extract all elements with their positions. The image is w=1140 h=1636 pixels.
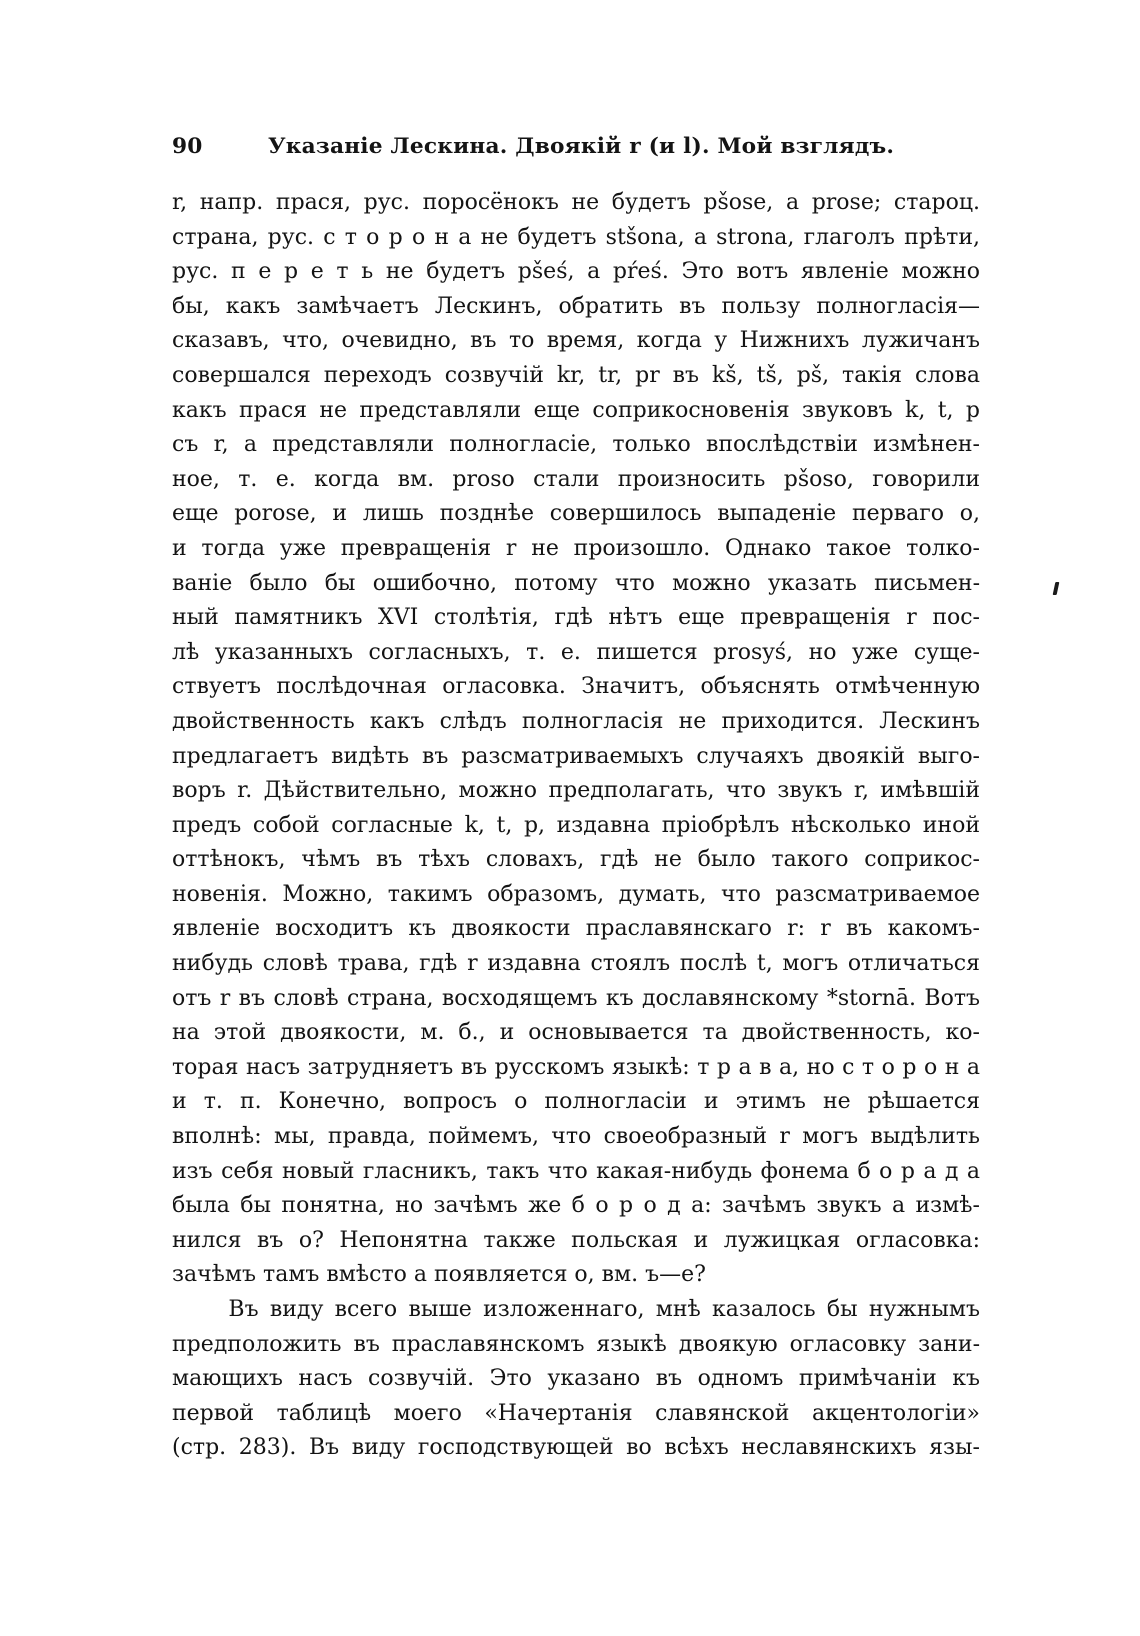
text-line: еще porose, и лишь позднѣе совершилось выпаденіе перваго о, xyxy=(172,501,980,527)
text-line: воръ r. Дѣйствительно, можно предполагать, что звукъ r, имѣвшій xyxy=(172,778,980,804)
text-line: мающихъ насъ созвучій. Это указано въ одномъ примѣчаніи къ xyxy=(172,1366,980,1392)
text-line: ваніе было бы ошибочно, потому что можно указать письмен- xyxy=(172,570,980,596)
text-line: на этой двоякости, м. б., и основывается та двойственность, ко- xyxy=(172,1020,980,1046)
text-line: торая насъ затрудняетъ въ русскомъ языкѣ: т р а в а, но с т о р о н а xyxy=(172,1054,980,1080)
text-line: сказавъ, что, очевидно, въ то время, когда у Нижнихъ лужичанъ xyxy=(172,328,980,354)
text-line: (стр. 283). Въ виду господствующей во всѣхъ неславянскихъ язы- xyxy=(172,1435,980,1461)
text-line: ное, т. е. когда вм. proso стали произносить pšoso, говорили xyxy=(172,466,980,492)
text-line: первой таблицѣ моего «Начертанія славянской акцентологіи» xyxy=(172,1400,980,1426)
text-line: и т. п. Конечно, вопросъ о полногласіи и этимъ не рѣшается xyxy=(172,1089,980,1115)
text-line: отъ r въ словѣ страна, восходящемъ къ дославянскому *stornā. Вотъ xyxy=(172,985,980,1011)
text-line: бы, какъ замѣчаетъ Лескинъ, обратить въ пользу полногласія— xyxy=(172,293,980,319)
text-line: и тогда уже превращенія r не произошло. Однако такое толко- xyxy=(172,535,980,561)
text-line: рус. п е р е т ь не будетъ pšeś, a pŕeś. Это вотъ явленіе можно xyxy=(172,259,980,285)
running-title: Указаніе Лескина. Двоякій r (и l). Мой взглядъ. xyxy=(268,134,895,159)
text-line: лѣ указанныхъ согласныхъ, т. е. пишется prosyś, но уже суще- xyxy=(172,639,980,665)
text-line: ный памятникъ XVI столѣтія, гдѣ нѣтъ еще превращенія r пос- xyxy=(172,605,980,631)
text-line: Въ виду всего выше изложеннаго, мнѣ казалось бы нужнымъ xyxy=(172,1297,980,1322)
text-line: вполнѣ: мы, правда, поймемъ, что своеобразный r могъ выдѣлить xyxy=(172,1124,980,1150)
text-line: предлагаетъ видѣть въ разсматриваемыхъ случаяхъ двоякій выго- xyxy=(172,743,980,769)
text-line: была бы понятна, но зачѣмъ же б о р о д а: зачѣмъ звукъ а измѣ- xyxy=(172,1193,980,1219)
ink-mark xyxy=(1053,582,1060,595)
text-line: какъ прася не представляли еще соприкосновенія звуковъ k, t, p xyxy=(172,397,980,423)
text-line: совершался переходъ созвучій kr, tr, pr въ kš, tš, pš, такія слова xyxy=(172,362,980,388)
text-line: нибудь словѣ трава, гдѣ r издавна стоялъ послѣ t, могъ отличаться xyxy=(172,951,980,977)
text-line: двойственность какъ слѣдъ полногласія не приходится. Лескинъ xyxy=(172,708,980,734)
text-line: съ r, a представляли полногласіе, только впослѣдствіи измѣнен- xyxy=(172,432,980,458)
text-line: r, напр. прася, рус. поросёнокъ не будетъ pšose, a prose; староц. xyxy=(172,190,980,215)
text-line: оттѣнокъ, чѣмъ въ тѣхъ словахъ, гдѣ не было такого соприкос- xyxy=(172,847,980,873)
text-line: предъ собой согласные k, t, p, издавна пріобрѣлъ нѣсколько иной xyxy=(172,812,980,838)
text-line: страна, рус. с т о р о н а не будетъ stšona, a strona, глаголъ прѣти, xyxy=(172,224,980,250)
text-line: ствуетъ послѣдочная огласовка. Значитъ, объяснять отмѣченную xyxy=(172,674,980,700)
text-line: зачѣмъ тамъ вмѣсто а появляется о, вм. ъ—е? xyxy=(172,1262,706,1288)
text-line: явленіе восходитъ къ двоякости праславянскаго r: r въ какомъ- xyxy=(172,916,980,942)
text-line: нился въ о? Непонятна также польская и лужицкая огласовка: xyxy=(172,1227,980,1253)
page-header xyxy=(172,134,895,174)
text-line: предположить въ праславянскомъ языкѣ двоякую огласовку зани- xyxy=(172,1331,980,1357)
page-number: 90 xyxy=(172,134,203,159)
body-text xyxy=(172,186,980,1466)
text-line: новенія. Можно, такимъ образомъ, думать, что разсматриваемое xyxy=(172,881,980,907)
text-line: изъ себя новый гласникъ, такъ что какая-нибудь фонема б о р а д а xyxy=(172,1158,980,1184)
